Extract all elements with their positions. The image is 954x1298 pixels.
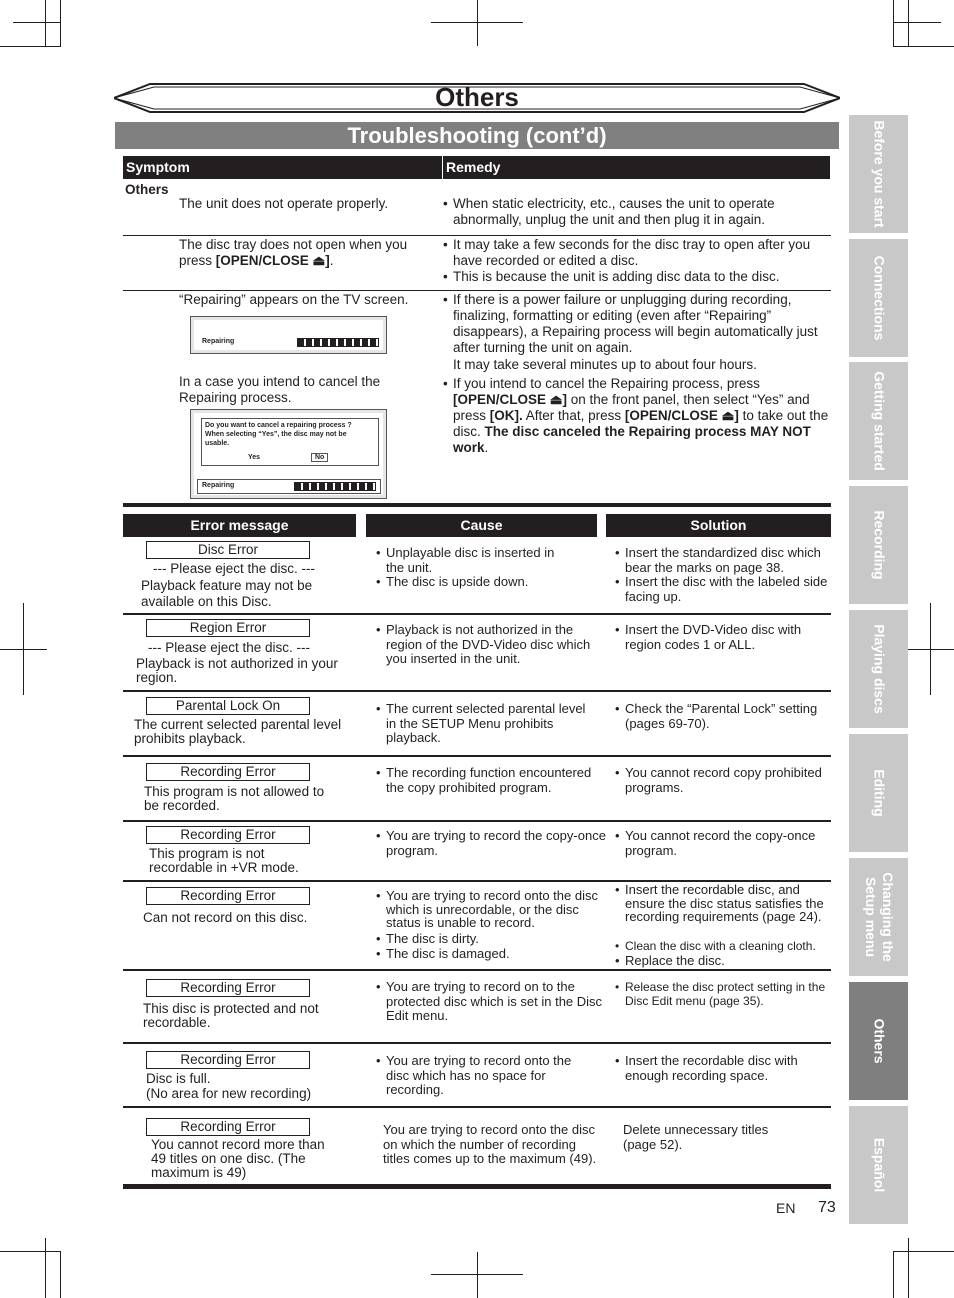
error-message: Disc is full. xyxy=(146,1071,211,1086)
crop-mark xyxy=(908,0,909,47)
cause-text: • The disc is damaged. xyxy=(376,947,606,962)
error-message: This disc is protected and not recordable. xyxy=(143,1001,319,1030)
symptom-header: Symptom xyxy=(123,156,442,179)
language-label: EN xyxy=(776,1200,796,1216)
crop-mark xyxy=(907,649,954,650)
tab-changing-setup-menu[interactable] xyxy=(849,858,908,976)
remedy-text xyxy=(443,376,838,456)
tab-label: Changing the Setup menu xyxy=(862,872,896,962)
symptom-text: In a case you intend to cancel the Repairing process. xyxy=(179,374,381,405)
row-divider xyxy=(123,820,831,822)
dialog-no-option[interactable]: No xyxy=(311,453,328,462)
remedy-text: • This is because the unit is adding disc data to the disc. xyxy=(443,269,838,285)
solution-text: • Clean the disc with a cleaning cloth. xyxy=(615,939,855,953)
tab-recording[interactable] xyxy=(849,486,908,604)
crop-mark xyxy=(45,0,46,47)
dialog-text: Do you want to cancel a repairing process ? When selecting “Yes”, the disc may not be usable. xyxy=(205,422,352,447)
crop-mark xyxy=(893,1251,894,1298)
row-divider xyxy=(123,235,831,236)
crop-mark xyxy=(477,1252,478,1298)
error-title-box: Recording Error xyxy=(146,826,310,844)
tab-label: Playing discs xyxy=(871,624,887,714)
error-message: You cannot record more than 49 titles on one disc. (The maximum is 49) xyxy=(151,1137,325,1180)
tab-label: Español xyxy=(871,1137,887,1193)
cause-text: • You are trying to record on to the protected disc which is set in the Disc Edit menu. xyxy=(376,980,616,1024)
cause-text: • You are trying to record onto the disc which has no space for recording. xyxy=(376,1054,586,1098)
solution-text: • You cannot record copy prohibited programs. xyxy=(615,766,825,795)
remedy-text: • When static electricity, etc., causes the unit to operate abnormally, unplug the unit and then plug it in again. xyxy=(443,196,838,228)
remedy-part: to take out the disc. xyxy=(453,408,829,439)
tv-screen-cancel-dialog xyxy=(190,409,387,499)
cause-text: • Unplayable disc is inserted in the unit. xyxy=(376,546,576,575)
error-title-box: Recording Error xyxy=(146,763,310,781)
cause-text: • You are trying to record the copy-once program. xyxy=(376,829,616,858)
solution-text: • Insert the recordable disc, and ensure the disc status satisfies the recording requirements (page 24). xyxy=(615,883,840,924)
error-message: --- Please eject the disc. --- xyxy=(148,640,311,655)
crop-mark xyxy=(893,0,894,47)
error-title-box: Parental Lock On xyxy=(146,697,310,715)
row-divider xyxy=(123,690,831,692)
progress-bar xyxy=(297,338,379,347)
cause-text: You are trying to record onto the disc on which the number of recording titles comes up to the maximum (49). xyxy=(383,1122,597,1166)
error-message: The current selected parental level prohibits playback. xyxy=(134,717,342,746)
tab-before-you-start[interactable] xyxy=(849,115,908,233)
tab-label: Recording xyxy=(871,510,887,580)
solution-text: Delete unnecessary titles (page 52). xyxy=(623,1122,769,1152)
tab-label: Others xyxy=(871,1018,887,1064)
error-message: (No area for new recording) xyxy=(146,1086,312,1101)
crop-mark xyxy=(893,1251,954,1252)
error-message: Playback is not authorized in your region. xyxy=(136,656,338,685)
cause-text: • The disc is upside down. xyxy=(376,575,606,590)
tab-editing[interactable] xyxy=(849,734,908,852)
section-title: Troubleshooting (cont’d) xyxy=(347,123,607,148)
crop-mark xyxy=(60,0,61,47)
solution-text: • You cannot record the copy-once program. xyxy=(615,829,830,858)
page-title: Others xyxy=(435,82,519,112)
tab-others[interactable] xyxy=(849,982,908,1100)
remedy-part: After that, press xyxy=(525,408,622,423)
cause-header: Cause xyxy=(366,514,597,537)
open-close-key: [OPEN/CLOSE ⏏] xyxy=(453,392,568,407)
symptom-text: The disc tray does not open when you press [OPEN/CLOSE ⏏]. xyxy=(179,237,408,268)
error-title-box: Recording Error xyxy=(146,1051,310,1069)
tab-label: Getting started xyxy=(871,371,887,471)
error-message: This program is not recordable in +VR mode. xyxy=(149,846,299,875)
row-divider xyxy=(123,290,831,291)
dialog-yes-option[interactable]: Yes xyxy=(248,454,261,461)
page-number: 73 xyxy=(818,1199,836,1216)
cause-text: • Playback is not authorized in the region of the DVD-Video disc which you inserted in the unit. xyxy=(376,623,596,667)
progress-bar xyxy=(294,482,376,491)
error-message: Playback feature may not be available on this Disc. xyxy=(141,578,313,609)
crop-mark xyxy=(431,1274,523,1275)
screen-label: Repairing xyxy=(202,482,235,489)
crop-mark xyxy=(45,1238,46,1298)
error-message: --- Please eject the disc. --- xyxy=(153,561,316,576)
table-bottom-rule xyxy=(123,1184,831,1189)
error-title-box: Disc Error xyxy=(146,541,310,559)
solution-header: Solution xyxy=(606,514,831,537)
remedy-part: on the front panel, then select “Yes” and press xyxy=(453,392,810,423)
warning-text: The disc canceled the Repairing process MAY NOT work xyxy=(453,424,811,455)
row-divider xyxy=(123,1106,831,1108)
error-message: This program is not allowed to be recorded. xyxy=(144,784,325,813)
crop-mark xyxy=(13,22,61,23)
error-message-header: Error message xyxy=(123,514,356,537)
crop-mark xyxy=(0,46,61,47)
remedy-part: . xyxy=(484,440,489,455)
crop-mark xyxy=(908,1238,909,1298)
solution-text: • Replace the disc. xyxy=(615,954,840,969)
symptom-text-part: The disc tray does not open when you press xyxy=(179,237,408,268)
remedy-text: It may take several minutes up to about four hours. xyxy=(453,357,757,372)
ok-key: [OK]. xyxy=(489,408,523,423)
row-divider xyxy=(123,969,831,971)
solution-text: • Check the “Parental Lock” setting (pages 69-70). xyxy=(615,702,850,731)
row-divider xyxy=(123,613,831,615)
section-divider xyxy=(123,503,831,507)
solution-text: • Insert the standardized disc which bear the marks on page 38. xyxy=(615,546,850,575)
error-message: Can not record on this disc. xyxy=(143,910,308,925)
crop-mark xyxy=(431,22,523,23)
symptom-text: “Repairing” appears on the TV screen. xyxy=(179,292,409,307)
remedy-text: • It may take a few seconds for the disc tray to open after you have recorded or edited a disc. xyxy=(443,237,838,269)
cause-text: • You are trying to record onto the disc which is unrecordable, or the disc status is unable to record. xyxy=(376,889,616,930)
solution-text: • Insert the disc with the labeled side facing up. xyxy=(615,575,845,604)
cause-text: • The current selected parental level in the SETUP Menu prohibits playback. xyxy=(376,702,591,746)
tab-playing-discs[interactable] xyxy=(849,610,908,728)
tv-screen-repairing xyxy=(190,316,387,354)
crop-mark xyxy=(60,1251,61,1298)
tab-connections[interactable] xyxy=(849,239,908,357)
remedy-text: • If there is a power failure or unplugging during recording, finalizing, formatting or editing (even after “Repairing” disappears), a Repairing process will begin automatically just after turning the unit on again. xyxy=(443,292,838,356)
remedy-part: If you intend to cancel the Repairing process, press xyxy=(453,376,760,391)
crop-mark xyxy=(0,1251,61,1252)
error-title-box: Recording Error xyxy=(146,979,310,997)
tab-espanol[interactable] xyxy=(849,1106,908,1224)
solution-text: • Insert the DVD-Video disc with region codes 1 or ALL. xyxy=(615,623,840,652)
symptom-text: The unit does not operate properly. xyxy=(179,196,389,211)
row-divider xyxy=(123,1042,831,1044)
tab-label: Editing xyxy=(871,769,887,817)
remedy-header: Remedy xyxy=(443,156,830,179)
tab-label: Connections xyxy=(871,255,887,341)
error-title-box: Recording Error xyxy=(146,1118,310,1136)
tab-getting-started[interactable] xyxy=(849,362,908,480)
row-divider xyxy=(123,755,831,757)
crop-mark xyxy=(893,46,954,47)
cause-text: • The recording function encountered the copy prohibited program. xyxy=(376,766,611,795)
crop-mark xyxy=(0,649,47,650)
crop-mark xyxy=(477,0,478,46)
error-title-box: Recording Error xyxy=(146,887,310,905)
tab-label: Before you start xyxy=(871,120,887,228)
cause-text: • The disc is dirty. xyxy=(376,932,606,947)
solution-text: • Insert the recordable disc with enough recording space. xyxy=(615,1054,840,1083)
category-label: Others xyxy=(125,182,169,197)
error-title-box: Region Error xyxy=(146,619,310,637)
crop-mark xyxy=(893,22,941,23)
open-close-key: [OPEN/CLOSE ⏏] xyxy=(215,253,330,268)
open-close-key: [OPEN/CLOSE ⏏] xyxy=(624,408,739,423)
solution-text: • Release the disc protect setting in the Disc Edit menu (page 35). xyxy=(615,980,830,1008)
screen-label: Repairing xyxy=(202,338,235,345)
